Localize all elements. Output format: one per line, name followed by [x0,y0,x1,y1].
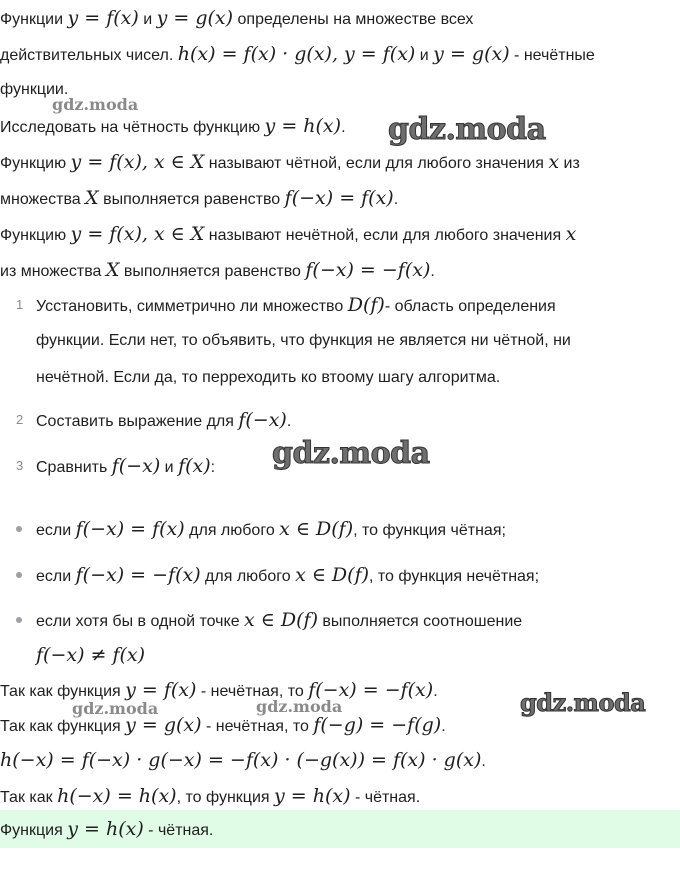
odd-definition-line-1: Функцию y = f(x), x ∈ X называют нечётной, если для любого значения x [0,223,577,245]
solution-line-2: Так как функция y = g(x) - нечётная, то f(−g) = −f(g). [0,714,446,736]
bullet-dot-2 [16,572,22,578]
watermark: gdz.moda [388,112,546,147]
step-3-line: Сравнить f(−x) и f(x): [36,455,216,477]
answer-line: Функция y = h(x) - чётная. [0,818,214,840]
statement-line-3: функции. [0,81,69,98]
step-1-line-3: нечётной. Если да, то перреходить ко втоому шагу алгоритма. [36,369,501,386]
statement-line-2: действительных чисел. h(x) = f(x) · g(x), y = f(x) и y = g(x) - нечётные [0,43,595,65]
watermark: gdz.moda [72,699,159,718]
bullet-neither-line-1: если хотя бы в одной точке x ∈ D(f) выполняется соотношение [36,609,523,631]
task-line: Исследовать на чётность функцию y = h(x). [0,115,346,137]
watermark: gdz.moda [272,436,430,471]
answer-box [0,810,680,848]
even-definition-line-1: Функцию y = f(x), x ∈ X называют чётной, если для любого значения x из [0,151,580,173]
step-2-line: Составить выражение для f(−x). [36,409,292,431]
step-1-line-2: функции. Если нет, то объявить, что функция не является ни чётной, ни [36,332,571,349]
watermark: gdz.moda [256,697,343,716]
bullet-neither-line-2: f(−x) ≠ f(x) [36,644,146,666]
step-number-3: 3 [16,458,24,473]
solution-line-1: Так как функция y = f(x) - нечётная, то f(−x) = −f(x). [0,679,438,701]
statement-line-1: Функции y = f(x) и y = g(x) определены на множестве всех [0,7,474,29]
watermark: gdz.moda [52,95,139,114]
odd-definition-line-2: из множества X выполняется равенство f(−x) = −f(x). [0,259,435,281]
step-1-line-1: Усстановить, симметрично ли множество D(f)- область определения [36,294,556,316]
solution-line-3: h(−x) = f(−x) · g(−x) = −f(x) · (−g(x)) = f(x) · g(x). [0,749,486,771]
bullet-odd: если f(−x) = −f(x) для любого x ∈ D(f), то функция нечётная; [36,564,540,586]
bullet-dot-1 [16,526,22,532]
even-definition-line-2: множества X выполняется равенство f(−x) = f(x). [0,187,399,209]
step-number-1: 1 [16,297,24,312]
bullet-even: если f(−x) = f(x) для любого x ∈ D(f), то функция чётная; [36,518,506,540]
watermark: gdz.moda [520,688,646,717]
solution-line-4: Так как h(−x) = h(x), то функция y = h(x) - чётная. [0,785,421,807]
bullet-dot-3 [16,617,22,623]
step-number-2: 2 [16,412,24,427]
